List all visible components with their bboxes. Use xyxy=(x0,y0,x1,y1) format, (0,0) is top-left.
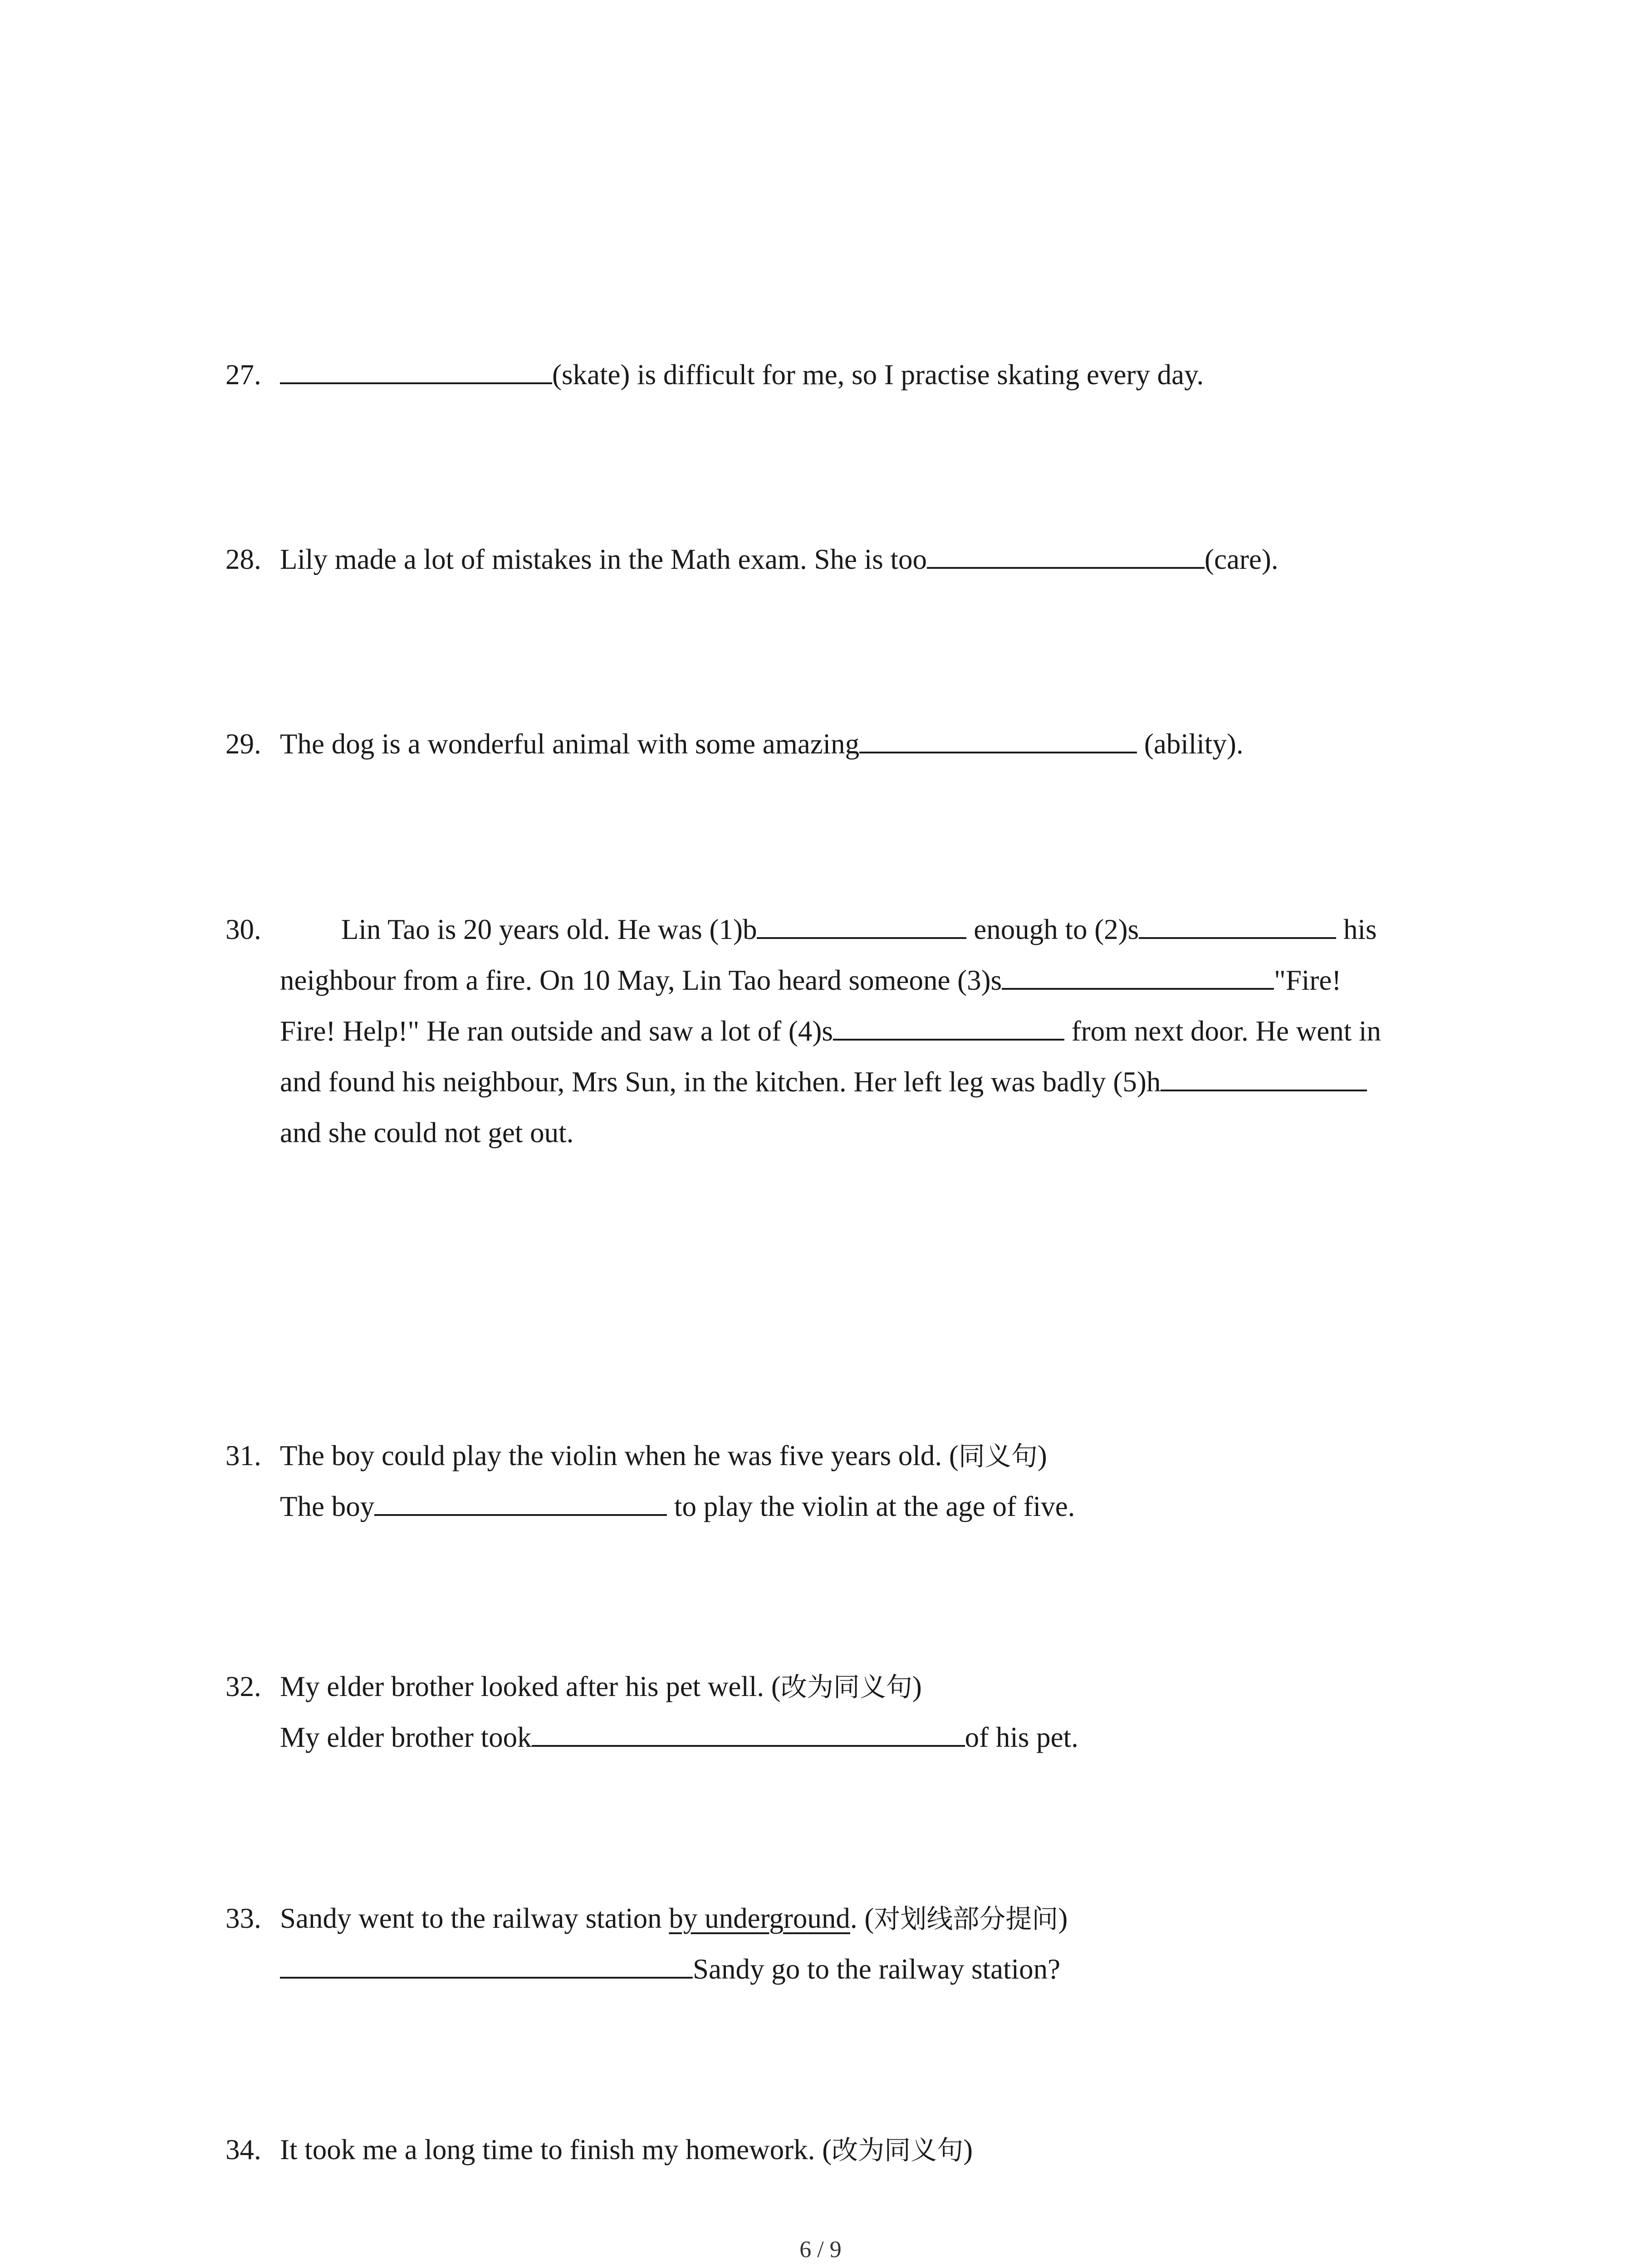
answer-blank[interactable] xyxy=(532,1713,965,1747)
question-body: (skate) is difficult for me, so I practise skating every day. xyxy=(280,349,1204,400)
page-number: 6 / 9 xyxy=(799,2237,842,2263)
question-number: 30. xyxy=(225,914,261,945)
question-number: 34. xyxy=(225,2134,261,2165)
question-body: Lily made a lot of mistakes in the Math exam. She is too (care). xyxy=(280,534,1279,585)
question-body: Sandy went to the railway station by underground. (对划线部分提问) Sandy go to the railway station? xyxy=(280,1902,1068,1985)
answer-blank[interactable] xyxy=(859,720,1137,753)
answer-blank[interactable] xyxy=(280,1945,693,1979)
question-number: 33. xyxy=(225,1902,261,1934)
question-body: It took me a long time to finish my homework. (改为同义句) xyxy=(280,2134,973,2165)
answer-blank-5[interactable] xyxy=(1161,1058,1367,1091)
question-number: 28. xyxy=(225,543,261,575)
answer-blank[interactable] xyxy=(280,351,552,384)
answer-blank-3[interactable] xyxy=(1002,956,1274,990)
answer-blank-1[interactable] xyxy=(757,905,966,939)
answer-blank-4[interactable] xyxy=(833,1007,1064,1041)
question-number: 31. xyxy=(225,1440,261,1471)
question-body: Lin Tao is 20 years old. He was (1)b enough to (2)s his neighbour from a fire. On 10 May, Lin Tao heard someone (3)s "Fire! Fire! Help!" He ran outside and saw a lot of (4)s from next door. He went in and found his neighbour, Mrs Sun, in the kitchen. Her left leg was badly (5)h and she could not get out. xyxy=(280,904,1381,1158)
question-number: 29. xyxy=(225,728,261,760)
question-body: The boy could play the violin when he was five years old. (同义句) The boy to play the violin at the age of five. xyxy=(280,1440,1075,1522)
underlined-phrase: by underground xyxy=(669,1902,850,1934)
question-body: My elder brother looked after his pet well. (改为同义句) My elder brother took of his pet. xyxy=(280,1671,1078,1753)
question-number: 32. xyxy=(225,1671,261,1702)
question-body: The dog is a wonderful animal with some amazing (ability). xyxy=(280,719,1244,769)
answer-blank[interactable] xyxy=(927,535,1205,569)
answer-blank-2[interactable] xyxy=(1139,905,1336,939)
answer-blank[interactable] xyxy=(374,1482,667,1516)
question-number: 27. xyxy=(225,359,261,391)
